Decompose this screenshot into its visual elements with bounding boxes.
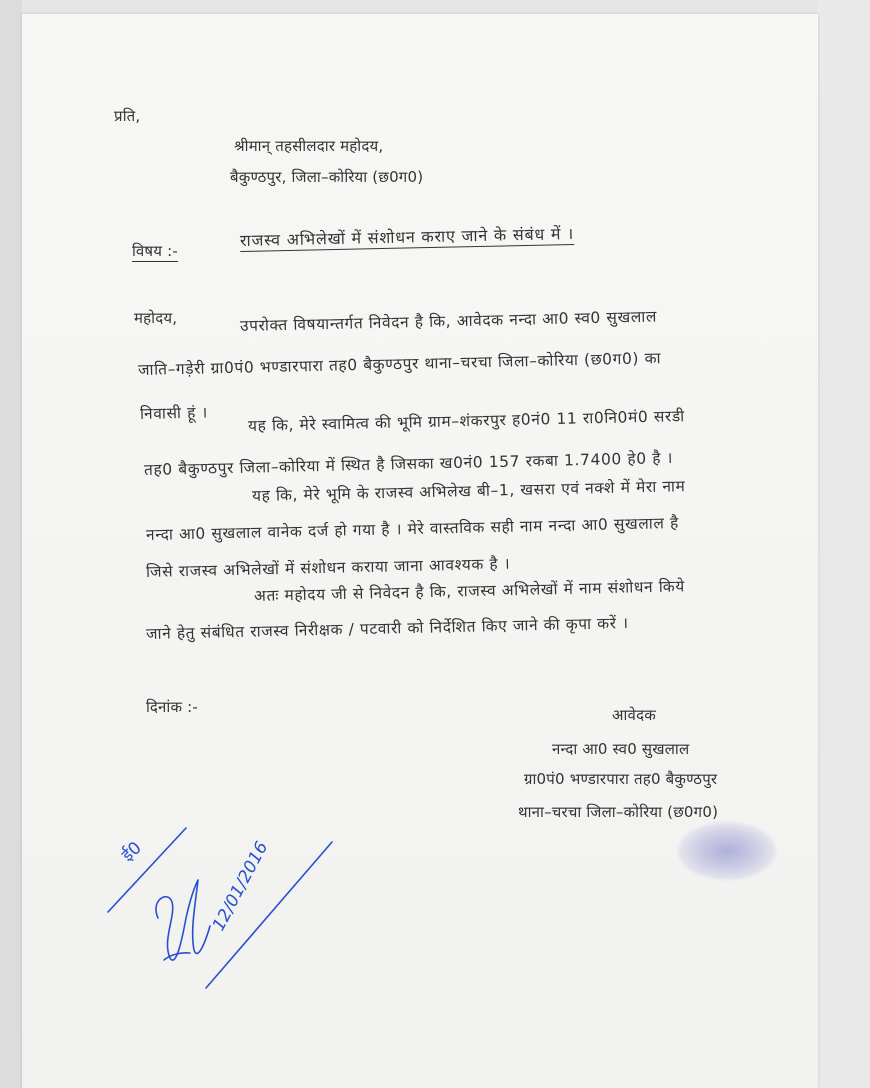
body-line-5: तह0 बैकुण्ठपुर जिला–कोरिया में स्थित है जिसका ख0नं0 157 रकबा 1.7400 हे0 है । — [143, 448, 674, 479]
body-line-10: जाने हेतु संबंधित राजस्व निरीक्षक / पटवारी को निर्देशित किए जाने की कृपा करें । — [145, 614, 629, 643]
applicant-address-2: थाना–चरचा जिला–कोरिया (छ0ग0) — [518, 803, 719, 821]
recipient-title: श्रीमान् तहसीलदार महोदय, — [234, 137, 384, 155]
subject-label: विषय :- — [132, 242, 179, 260]
applicant-label: आवेदक — [612, 706, 656, 724]
body-line-2: जाति–गड़ेरी ग्रा0पं0 भण्डारपारा तह0 बैकुण्ठपुर थाना–चरचा जिला–कोरिया (छ0ग0) का — [137, 349, 662, 379]
body-line-3: निवासी हूं । — [139, 403, 209, 423]
handwritten-note: ई0 — [117, 838, 146, 866]
body-line-1: उपरोक्त विषयान्तर्गत निवेदन है कि, आवेदक नन्दा आ0 स्व0 सुखलाल — [239, 307, 658, 335]
date-label: दिनांक :- — [146, 698, 199, 716]
greeting: महोदय, — [134, 309, 178, 327]
applicant-name: नन्दा आ0 स्व0 सुखलाल — [552, 740, 690, 758]
body-line-6: यह कि, मेरे भूमि के राजस्व अभिलेख बी–1, खसरा एवं नक्शे में मेरा नाम — [251, 477, 686, 505]
applicant-address-1: ग्रा0पं0 भण्डारपारा तह0 बैकुण्ठपुर — [524, 770, 718, 788]
recipient-address: बैकुण्ठपुर, जिला–कोरिया (छ0ग0) — [230, 168, 424, 186]
body-line-7: नन्दा आ0 सुखलाल वानेक दर्ज हो गया है । मेरे वास्तविक सही नाम नन्दा आ0 सुखलाल है — [145, 513, 680, 544]
ink-stroke-upper — [108, 828, 186, 912]
subject-text: राजस्व अभिलेखों में संशोधन कराए जाने के संबंध में । — [239, 224, 575, 250]
handwritten-date: 12/01/2016 — [208, 838, 273, 935]
body-line-4: यह कि, मेरे स्वामित्व की भूमि ग्राम–शंकरपुर ह0नं0 11 रा0नि0मं0 सरडी — [247, 407, 685, 435]
salutation-to: प्रति, — [114, 107, 141, 125]
signature-scribble — [156, 880, 210, 960]
body-line-8: जिसे राजस्व अभिलेखों में संशोधन कराया जाना आवश्यक है । — [145, 554, 511, 581]
body-line-9: अतः महोदय जी से निवेदन है कि, राजस्व अभिलेखों में नाम संशोधन किये — [253, 577, 686, 605]
